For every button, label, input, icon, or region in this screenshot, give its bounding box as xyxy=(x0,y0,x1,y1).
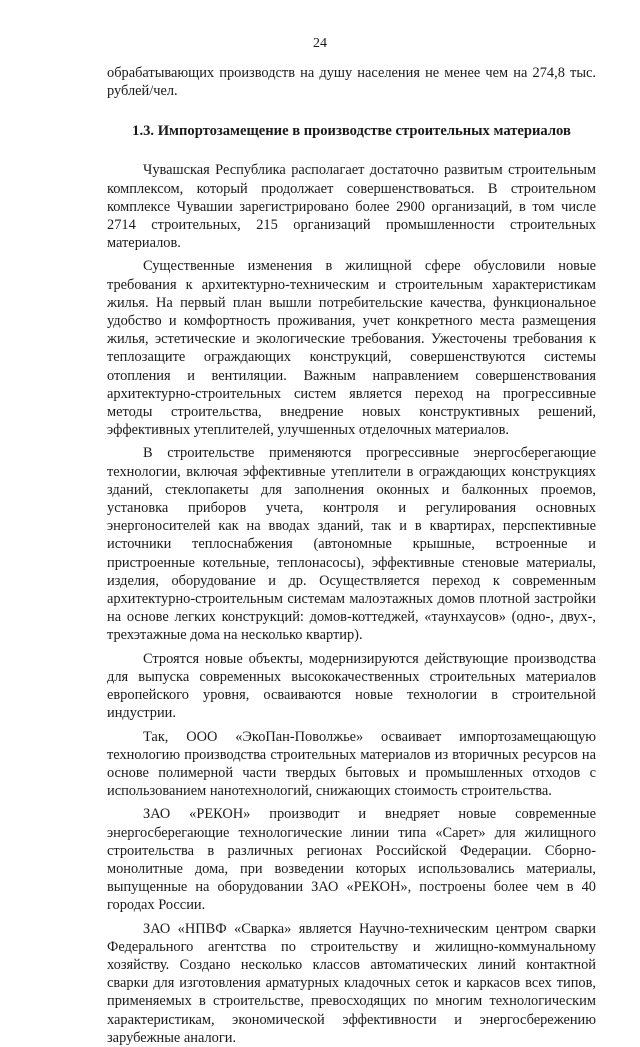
paragraph-rekon: ЗАО «РЕКОН» производит и внедряет новые современные энергосберегающие технологические линии типа «Сарет» для жилищного строительства в различных регионах Российской Федерации. Сборно-монолитные дома, при возведении которых использовались материалы, выпущенные на оборудовании ЗАО «РЕКОН», построены более чем в 40 городах России. xyxy=(107,806,596,914)
paragraph-energy-saving: В строительстве применяются прогрессивные энергосберегающие технологии, включая эффективные утеплители в ограждающих конструкциях зданий, стеклопакеты для заполнения оконных и балконных проемов, установка приборов учета, контроля и регулирования основных энергоносителей как на вводах зданий, так и в квартирах, перспективные источники теплоснабжения (автономные крышные, встроенные и пристроенные котельные, теплонасосы), эффективные стеновые материалы, изделия, оборудование и др. Осуществляется переход к современным архитектурно-строительным системам малоэтажных домов плотной застройки на основе легких конструкций: домов-коттеджей, «таунхаусов» (одно-, двух-, трехэтажные дома на несколько квартир). xyxy=(107,445,596,644)
paragraph-construction-complex: Чувашская Республика располагает достаточно развитым строительным комплексом, который продолжает совершенствоваться. В строительном комплексе Чувашии зарегистрировано более 2900 организаций, в том числе 2714 строительных, 215 организаций промышленности строительных материалов. xyxy=(107,162,596,252)
section-heading: 1.3. Импортозамещение в производстве строительных материалов xyxy=(132,123,571,140)
page-content xyxy=(107,64,596,1047)
continuation-paragraph: обрабатывающих производств на душу населения не менее чем на 274,8 тыс. рублей/чел. xyxy=(107,65,596,100)
page-number: 24 xyxy=(313,36,327,51)
paragraph-housing-requirements: Существенные изменения в жилищной сфере обусловили новые требования к архитектурно-техническим и строительным характеристикам жилья. На первый план вышли потребительские качества, функциональное удобство и комфортность проживания, учет конкретного места размещения жилья, эстетические и экологические требования. Ужесточены требования к теплозащите ограждающих конструкций, совершенствуются системы отопления и вентиляции. Важным направлением совершенствования архитектурно-строительных систем является переход на прогрессивные методы строительства, внедрение новых конструктивных решений, эффективных утеплителей, улучшенных отделочных материалов. xyxy=(107,258,596,439)
paragraph-svarka: ЗАО «НПВФ «Сварка» является Научно-техническим центром сварки Федерального агентства по строительству и жилищно-коммунальному хозяйству. Создано несколько классов автоматических линий контактной сварки для изготовления арматурных кладочных сеток и каркасов всех типов, применяемых в строительстве, превосходящих по многим технологическим характеристикам, экономической эффективности и энергосбережению зарубежные аналоги. xyxy=(107,920,596,1046)
paragraph-new-facilities: Строятся новые объекты, модернизируются действующие производства для выпуска современных высококачественных строительных материалов европейского уровня, осваиваются новые технологии в строительной индустрии. xyxy=(107,650,596,722)
paragraph-ecopan: Так, ООО «ЭкоПан-Поволжье» осваивает импортозамещающую технологию производства строительных материалов из вторичных ресурсов на основе полимерной части твердых бытовых и промышленных отходов с использованием нанотехнологий, снижающих стоимость строительства. xyxy=(107,728,596,800)
